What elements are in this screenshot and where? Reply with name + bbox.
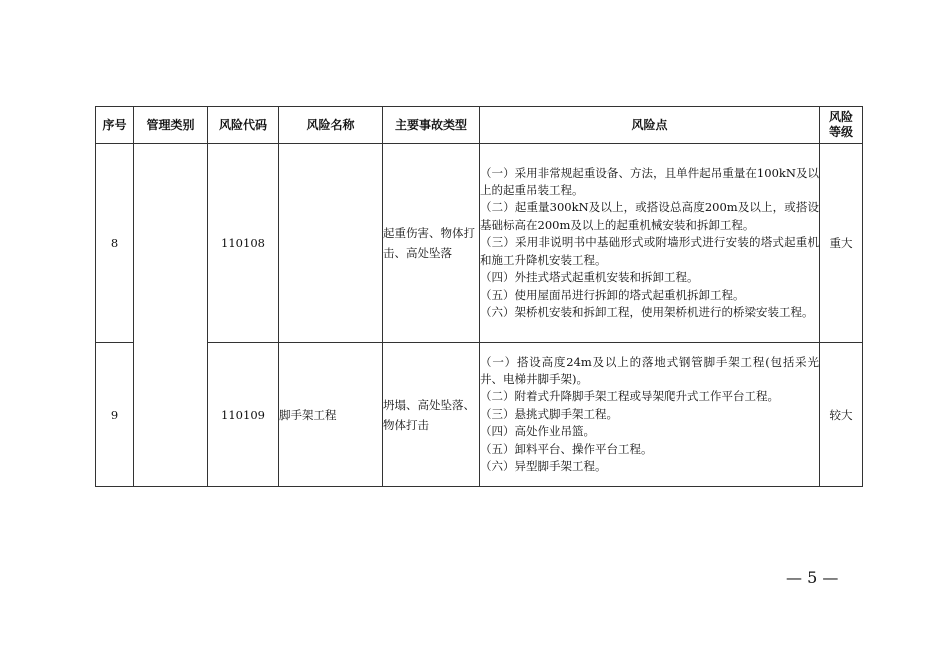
row-seq: 9	[96, 343, 134, 487]
risk-point: （一）采用非常规起重设备、方法，且单件起吊重量在100kN及以上的起重吊装工程。	[480, 165, 819, 198]
row-seq: 8	[96, 144, 134, 343]
table-row	[96, 343, 863, 487]
header-accident: 主要事故类型	[383, 107, 480, 144]
row-code: 110109	[208, 343, 279, 487]
risk-point: （六）架桥机安装和拆卸工程，使用架桥机进行的桥梁安装工程。	[480, 304, 814, 319]
header-seq: 序号	[96, 107, 134, 144]
risk-point: （六）异型脚手架工程。	[480, 459, 607, 474]
risk-point: （五）使用屋面吊进行拆卸的塔式起重机拆卸工程。	[480, 287, 745, 302]
risk-point: （四）外挂式塔式起重机安装和拆卸工程。	[480, 270, 699, 285]
risk-point: （三）采用非说明书中基础形式或附墙形式进行安装的塔式起重机和施工升降机安装工程。	[480, 235, 819, 267]
risk-point: （四）高处作业吊篮。	[480, 424, 595, 439]
row-name: 脚手架工程	[279, 343, 383, 487]
row-accident: 起重伤害、物体打击、高处坠落	[383, 144, 480, 343]
header-code: 风险代码	[208, 107, 279, 144]
row-code: 110108	[208, 144, 279, 343]
header-level-line1: 风险	[828, 110, 853, 124]
risk-point: （一）搭设高度24m及以上的落地式钢管脚手架工程(包括采光井、电梯井脚手架)。	[480, 354, 819, 386]
row-points	[480, 343, 820, 487]
risk-table	[95, 106, 863, 487]
header-level	[820, 107, 863, 144]
row-level: 较大	[820, 343, 863, 487]
row-category	[134, 144, 208, 487]
header-level-line2: 等级	[828, 125, 853, 139]
table-row	[96, 144, 863, 343]
risk-point: （二）起重量300kN及以上，或搭设总高度200m及以上，或搭设基础标高在200m及以上的起重机械安装和拆卸工程。	[480, 200, 819, 232]
row-accident: 坍塌、高处坠落、物体打击	[383, 343, 480, 487]
risk-point: （三）悬挑式脚手架工程。	[480, 406, 618, 421]
risk-point: （五）卸料平台、操作平台工程。	[480, 441, 653, 456]
risk-point: （二）附着式升降脚手架工程或导架爬升式工作平台工程。	[480, 389, 779, 404]
header-category: 管理类别	[134, 107, 208, 144]
header-row	[96, 107, 863, 144]
row-level: 重大	[820, 144, 863, 343]
header-points: 风险点	[480, 107, 820, 144]
page-number: — 5 —	[786, 568, 839, 587]
row-name	[279, 144, 383, 343]
header-name: 风险名称	[279, 107, 383, 144]
row-points	[480, 144, 820, 343]
